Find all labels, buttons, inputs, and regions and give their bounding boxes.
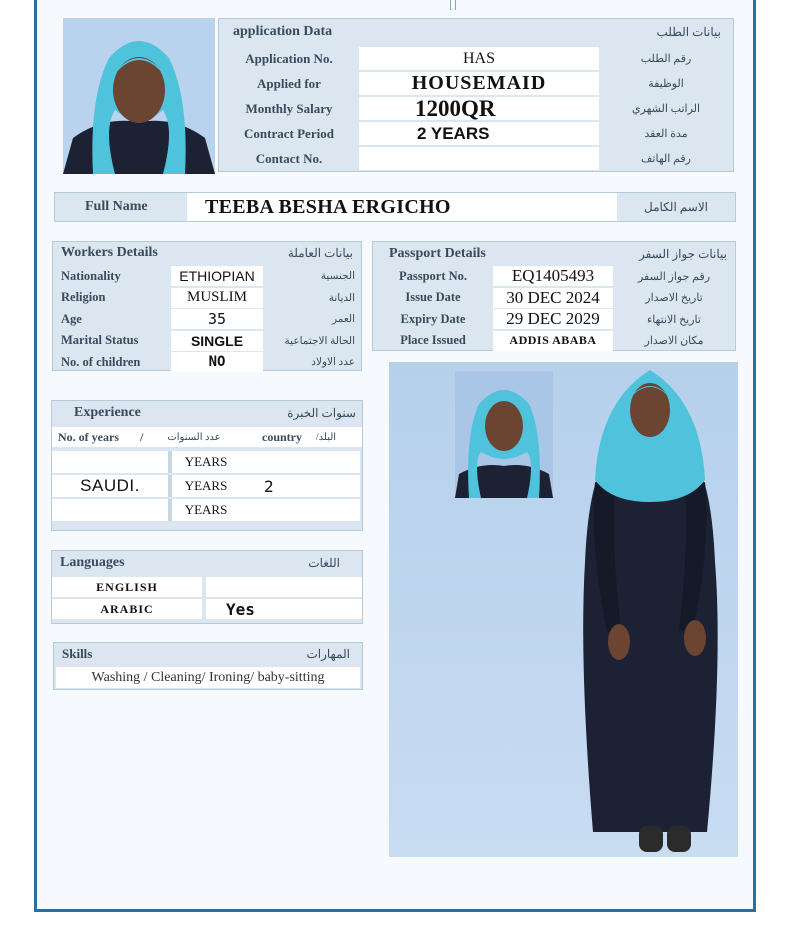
application-row xyxy=(219,72,733,95)
passport-row xyxy=(373,309,735,329)
passport-row-label: Issue Date xyxy=(405,290,461,304)
experience-col-country-ar: البلد/ xyxy=(315,431,337,443)
experience-row-years: 2 xyxy=(240,475,360,497)
skills-value: Washing / Cleaning/ Ironing/ baby-sitting xyxy=(91,669,325,685)
passport-row xyxy=(373,331,735,351)
full-name-label: Full Name xyxy=(85,199,148,214)
languages-panel xyxy=(51,550,363,624)
application-row-label-ar: الراتب الشهري xyxy=(631,103,701,115)
application-row-value xyxy=(359,147,599,170)
experience-row xyxy=(52,499,362,521)
experience-title-ar: سنوات الخبرة xyxy=(287,405,356,420)
application-row-label: Contract Period xyxy=(244,125,334,141)
application-row-value: 2 YEARS xyxy=(359,122,599,145)
language-row xyxy=(52,577,362,597)
worker-row-label: Nationality xyxy=(61,268,121,283)
worker-row-label: Marital Status xyxy=(61,333,139,347)
application-row xyxy=(219,97,733,120)
passport-row-value: 29 DEC 2029 xyxy=(493,309,613,329)
language-row-value xyxy=(206,577,362,597)
worker-row-value: MUSLIM xyxy=(171,288,263,308)
experience-col-years: No. of years xyxy=(58,429,119,444)
application-row-label: Application No. xyxy=(245,50,333,66)
passport-title-en: Passport Details xyxy=(389,246,486,261)
experience-col-sep: / xyxy=(140,429,144,444)
full-body-photo xyxy=(389,362,738,857)
passport-row-label-ar: رقم جواز السفر xyxy=(637,270,711,283)
passport-title-ar: بيانات جواز السفر xyxy=(638,246,727,261)
passport-row-value: 30 DEC 2024 xyxy=(493,288,613,308)
passport-row-value: EQ1405493 xyxy=(493,266,613,286)
worker-row-label-ar: الحالة الاجتماعية xyxy=(284,335,355,347)
experience-row-country xyxy=(52,499,168,521)
worker-row-label-ar: الجنسية xyxy=(320,271,355,282)
application-row-value: 1200QR xyxy=(359,97,599,120)
worker-row-value: NO xyxy=(171,352,263,372)
passport-details-panel xyxy=(372,241,736,351)
experience-row-country xyxy=(52,451,168,473)
application-row-value: HOUSEMAID xyxy=(359,72,599,95)
worker-row xyxy=(53,331,361,351)
experience-row-unit: YEARS xyxy=(172,475,240,497)
language-row xyxy=(52,599,362,619)
experience-row-unit: YEARS xyxy=(172,451,240,473)
language-row-value: Yes xyxy=(206,599,362,619)
passport-row xyxy=(373,288,735,308)
portrait-photo xyxy=(63,18,215,174)
passport-row-label-ar: تاريخ الانتهاء xyxy=(647,313,701,326)
passport-row xyxy=(373,266,735,286)
application-row-label-ar: رقم الطلب xyxy=(640,53,692,65)
application-data-panel xyxy=(218,18,734,172)
skills-title-en: Skills xyxy=(62,646,93,661)
worker-row xyxy=(53,352,361,372)
top-divider-mark xyxy=(450,0,456,10)
languages-title-en: Languages xyxy=(60,555,125,570)
application-row-label-ar: مدة العقد xyxy=(644,128,688,140)
experience-row-unit: YEARS xyxy=(172,499,240,521)
worker-row-label-ar: عدد الاولاد xyxy=(311,357,355,368)
experience-title-en: Experience xyxy=(74,405,141,420)
worker-row-label: Age xyxy=(61,311,82,326)
worker-row-label-ar: الديانة xyxy=(328,292,355,304)
application-title-en: application Data xyxy=(233,24,333,39)
passport-row-label: Expiry Date xyxy=(400,311,466,326)
application-row-label: Monthly Salary xyxy=(245,100,333,116)
application-row-label-ar: الوظيفة xyxy=(648,78,684,90)
application-title-ar: بيانات الطلب xyxy=(656,24,721,39)
worker-row xyxy=(53,288,361,308)
skills-panel xyxy=(53,642,363,690)
full-name-label-ar: الاسم الكامل xyxy=(644,199,709,214)
worker-row xyxy=(53,266,361,286)
full-name-panel xyxy=(54,192,736,222)
passport-row-label: Passport No. xyxy=(398,268,468,283)
experience-row-years xyxy=(240,451,360,473)
experience-col-years-ar: عدد السنوات xyxy=(167,431,221,443)
application-row-label: Applied for xyxy=(257,75,321,91)
worker-row xyxy=(53,309,361,329)
workers-title-en: Workers Details xyxy=(61,245,158,260)
worker-row-label: No. of children xyxy=(61,354,141,369)
experience-row-country: SAUDI. xyxy=(52,475,168,497)
languages-title-ar: اللغات xyxy=(308,555,340,570)
experience-col-country: country xyxy=(262,429,302,444)
application-row-value: HAS xyxy=(359,47,599,70)
language-row-name: ENGLISH xyxy=(52,577,202,597)
full-name-value: TEEBA BESHA ERGICHO xyxy=(187,193,617,221)
application-row xyxy=(219,47,733,70)
worker-row-label: Religion xyxy=(61,290,106,304)
application-row xyxy=(219,147,733,170)
worker-row-value: SINGLE xyxy=(171,331,263,351)
language-row-name: ARABIC xyxy=(52,599,202,619)
standing-figure xyxy=(583,370,717,852)
workers-details-panel xyxy=(52,241,362,371)
passport-row-label: Place Issued xyxy=(400,333,466,347)
experience-panel xyxy=(51,400,363,531)
workers-title-ar: بيانات العاملة xyxy=(287,245,353,260)
worker-row-value: 35 xyxy=(171,309,263,329)
passport-row-label-ar: مكان الاصدار xyxy=(644,335,704,347)
passport-row-label-ar: تاريخ الاصدار xyxy=(645,292,703,304)
application-row-label-ar: رقم الهاتف xyxy=(641,153,691,165)
application-row xyxy=(219,122,733,145)
passport-row-value: ADDIS ABABA xyxy=(493,331,613,351)
application-row-label: Contact No. xyxy=(255,150,323,166)
experience-row-years xyxy=(240,499,360,521)
experience-row xyxy=(52,451,362,473)
worker-row-label-ar: العمر xyxy=(331,314,355,325)
experience-row xyxy=(52,475,362,497)
inset-portrait xyxy=(455,371,553,498)
worker-row-value: ETHIOPIAN xyxy=(171,266,263,286)
skills-title-ar: المهارات xyxy=(306,646,350,661)
